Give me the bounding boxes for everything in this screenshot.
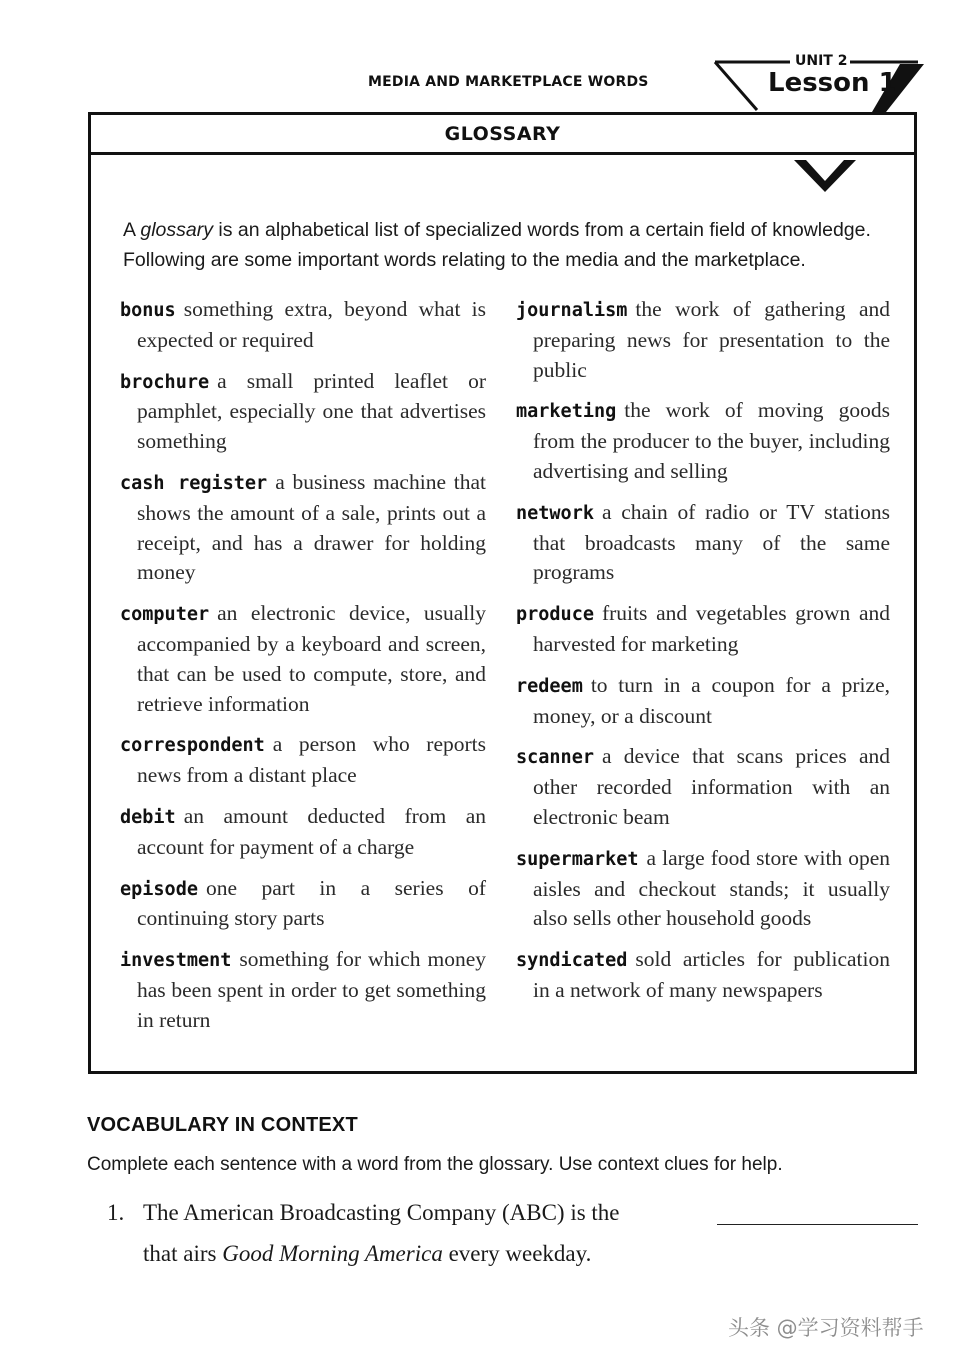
- question-text-line2: [143, 1241, 591, 1267]
- entry-definition: the work of moving goods from the producer to the buyer, including advertising and selling: [533, 398, 890, 483]
- entry-term: syndicated: [516, 950, 628, 972]
- watermark-text: 头条 @学习资料帮手: [728, 1316, 924, 1340]
- answer-blank[interactable]: [717, 1224, 918, 1225]
- entry-term: investment: [120, 950, 232, 972]
- entry-definition: one part in a series of continuing story parts: [137, 875, 486, 931]
- entry-definition: a small printed leaflet or pamphlet, especially one that advertises something: [137, 368, 486, 454]
- question-number: 1.: [107, 1200, 125, 1225]
- glossary-entry: [516, 396, 890, 486]
- glossary-heading-bar: [91, 115, 914, 155]
- glossary-entry: [516, 599, 890, 660]
- entry-term: computer: [120, 604, 210, 626]
- question-line2-prefix: that airs: [143, 1241, 223, 1266]
- glossary-heading: GLOSSARY: [444, 123, 561, 145]
- entry-definition: a chain of radio or TV stations that broadcasts many of the same programs: [533, 499, 890, 585]
- glossary-entry: [120, 599, 486, 719]
- entry-term: redeem: [516, 675, 583, 697]
- glossary-entry: [516, 671, 890, 732]
- entry-definition: to turn in a coupon for a prize, money, or a discount: [533, 672, 890, 728]
- glossary-box: [88, 112, 917, 1074]
- entry-term: produce: [516, 604, 594, 626]
- glossary-entry: [120, 295, 486, 356]
- entry-term: cash register: [120, 472, 268, 494]
- glossary-entry: [120, 802, 486, 863]
- glossary-entry: [516, 844, 890, 934]
- entry-term: bonus: [120, 300, 176, 321]
- glossary-entry: [120, 367, 486, 457]
- entry-term: supermarket: [516, 848, 639, 870]
- vocabulary-heading: VOCABULARY IN CONTEXT: [87, 1114, 358, 1136]
- entry-definition: a device that scans prices and other recorded information with an electronic beam: [533, 744, 890, 829]
- entry-definition: a large food store with open aisles and checkout stands; it usually also sells other household goods: [533, 845, 890, 931]
- entry-definition: an amount deducted from an account for payment of a charge: [137, 803, 486, 859]
- unit-label: UNIT 2: [792, 53, 850, 69]
- vocabulary-instruction: Complete each sentence with a word from the glossary. Use context clues for help.: [87, 1154, 783, 1175]
- entry-term: correspondent: [120, 735, 265, 757]
- glossary-entry: [516, 498, 890, 588]
- intro-emphasis: glossary: [140, 219, 213, 241]
- question-text-line1: The American Broadcasting Company (ABC) is the: [143, 1200, 620, 1225]
- lesson-label: Lesson 1: [768, 68, 897, 98]
- entry-term: marketing: [516, 401, 617, 423]
- entry-definition: sold articles for publication in a network of many newspapers: [533, 947, 890, 1002]
- glossary-entry: [516, 295, 890, 385]
- entry-term: brochure: [120, 371, 210, 393]
- entry-term: journalism: [516, 300, 628, 321]
- intro-rest: is an alphabetical list of specialized words from a certain field of knowledge. Following are some important words relating to the media and the marketplace.: [123, 219, 871, 271]
- entry-definition: a person who reports news from a distant place: [137, 732, 486, 788]
- entry-definition: a business machine that shows the amount of a sale, prints out a receipt, and has a drawer for holding money: [137, 469, 486, 585]
- entry-term: scanner: [516, 747, 594, 769]
- glossary-entry: [516, 742, 890, 832]
- entry-term: network: [516, 502, 594, 524]
- glossary-intro: [123, 215, 913, 275]
- question-line2-suffix: every weekday.: [442, 1241, 592, 1266]
- entry-definition: the work of gathering and preparing news for presentation to the public: [533, 297, 890, 382]
- glossary-entry: [120, 945, 486, 1035]
- section-title: MEDIA AND MARKETPLACE WORDS: [368, 74, 649, 90]
- entry-definition: something for which money has been spent in order to get something in return: [137, 947, 486, 1032]
- glossary-entry: [516, 945, 890, 1006]
- entry-definition: something extra, beyond what is expected or required: [137, 297, 486, 352]
- entry-term: episode: [120, 878, 198, 900]
- glossary-entry: [120, 730, 486, 791]
- glossary-entry: [120, 468, 486, 588]
- entry-definition: an electronic device, usually accompanied by a keyboard and screen, that can be used to compute, store, and retrieve information: [137, 601, 486, 716]
- intro-prefix: A: [123, 219, 141, 241]
- question-line2-title: Good Morning America: [222, 1241, 443, 1266]
- glossary-left-column: [120, 295, 486, 1047]
- entry-term: debit: [120, 806, 176, 828]
- entry-definition: fruits and vegetables grown and harvested for marketing: [533, 601, 890, 656]
- glossary-right-column: [516, 295, 890, 1017]
- glossary-entry: [120, 874, 486, 935]
